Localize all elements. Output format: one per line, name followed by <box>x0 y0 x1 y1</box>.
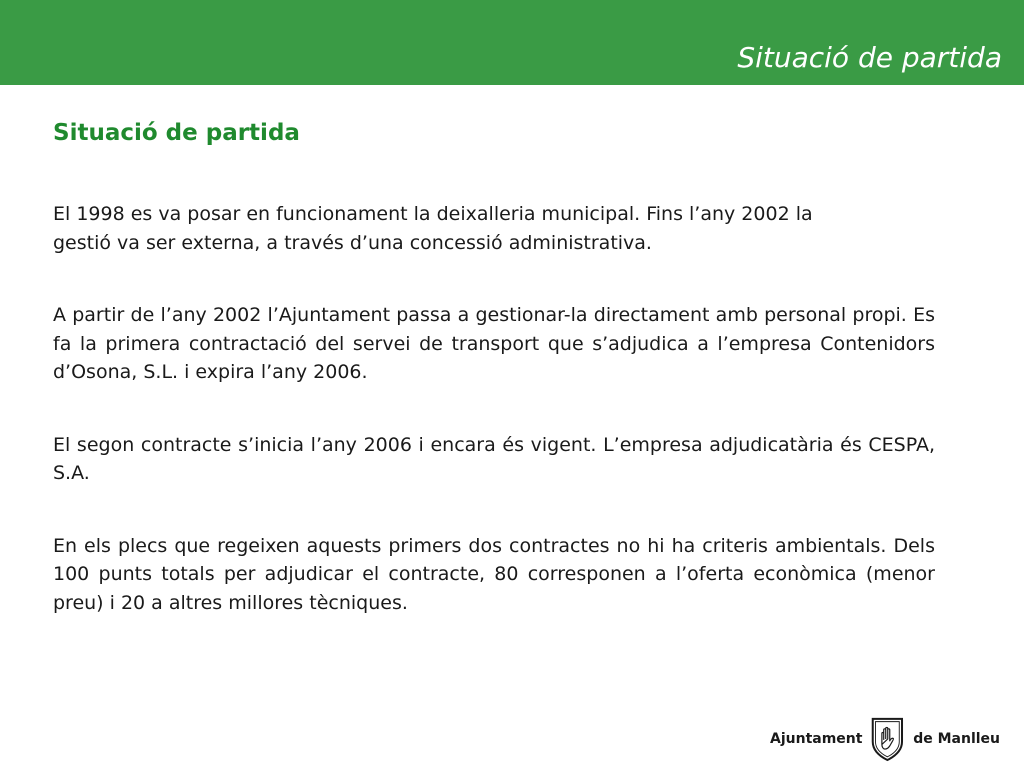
paragraph: A partir de l’any 2002 l’Ajuntament passa a gestionar-la directament amb personal propi. Es fa la primera contractació del servei de transport que s’adjudica a l’empresa Contenidors d’Osona, S.L. i expira l’any 2006. <box>53 304 935 383</box>
header-band <box>0 0 1024 85</box>
logo-text-left: Ajuntament <box>770 731 863 747</box>
paragraph: En els plecs que regeixen aquests primers dos contractes no hi ha criteris ambientals. Dels 100 punts totals per adjudicar el contracte, 80 corresponen a l’oferta econòmica (menor preu) i 20 a altres millores tècniques. <box>53 534 935 614</box>
content-title: Situació de partida <box>53 120 300 146</box>
shield-hand-icon <box>870 714 905 764</box>
footer-logo <box>770 712 1000 766</box>
paragraph: El 1998 es va posar en funcionament la deixalleria municipal. Fins l’any 2002 la gestió va ser externa, a través d’una concessió administrativa. <box>53 203 813 254</box>
header-title: Situació de partida <box>737 41 1002 74</box>
paragraph: El segon contracte s’inicia l’any 2006 i encara és vigent. L’empresa adjudicatària és CESPA, S.A. <box>53 433 935 484</box>
logo-text-right: de Manlleu <box>913 731 1000 747</box>
body-text <box>53 200 935 661</box>
